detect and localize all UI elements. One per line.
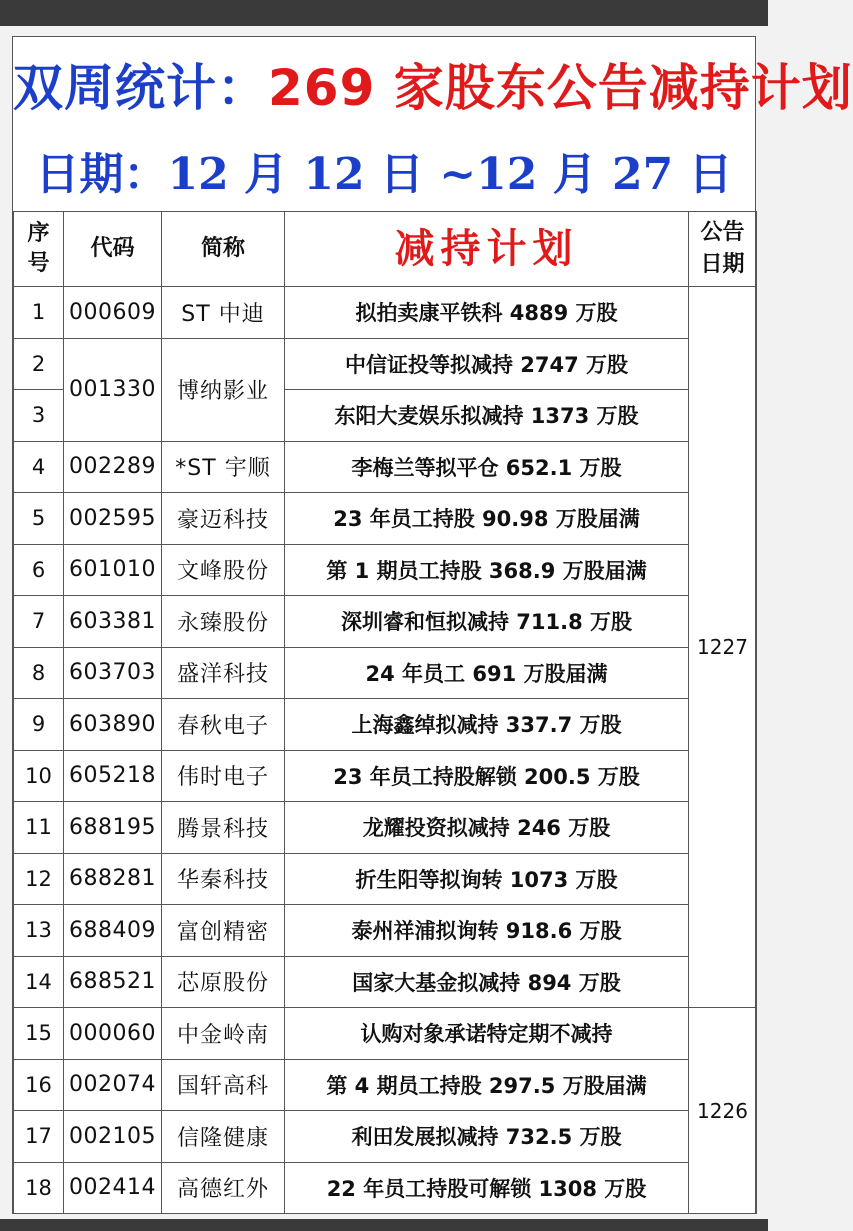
row-plan: 第 1 期员工持股 368.9 万股届满 bbox=[285, 544, 689, 596]
announce-date-1227: 1227 bbox=[689, 287, 757, 1008]
row-plan: 22 年员工持股可解锁 1308 万股 bbox=[285, 1162, 689, 1214]
row-code: 603890 bbox=[64, 699, 162, 751]
row-plan: 东阳大麦娱乐拟减持 1373 万股 bbox=[285, 390, 689, 442]
reduction-plan-table bbox=[13, 211, 757, 1214]
announcement-sheet bbox=[12, 36, 853, 1214]
row-plan: 国家大基金拟减持 894 万股 bbox=[285, 956, 689, 1008]
table-row bbox=[14, 750, 757, 802]
row-name: 永臻股份 bbox=[162, 596, 285, 648]
row-seq: 16 bbox=[14, 1059, 64, 1111]
row-code: 002289 bbox=[64, 441, 162, 493]
row-plan: 认购对象承诺特定期不减持 bbox=[285, 1008, 689, 1060]
row-seq: 3 bbox=[14, 390, 64, 442]
row-code: 688409 bbox=[64, 905, 162, 957]
row-plan: 利田发展拟减持 732.5 万股 bbox=[285, 1111, 689, 1163]
row-seq: 7 bbox=[14, 596, 64, 648]
row-name: ST 中迪 bbox=[162, 287, 285, 339]
table-row bbox=[14, 647, 757, 699]
row-name: 高德红外 bbox=[162, 1162, 285, 1214]
row-code: 601010 bbox=[64, 544, 162, 596]
table-row bbox=[14, 699, 757, 751]
row-seq: 18 bbox=[14, 1162, 64, 1214]
header-plan: 减持计划 bbox=[285, 212, 689, 287]
row-code: 000060 bbox=[64, 1008, 162, 1060]
row-plan: 泰州祥浦拟询转 918.6 万股 bbox=[285, 905, 689, 957]
row-plan: 深圳睿和恒拟减持 711.8 万股 bbox=[285, 596, 689, 648]
row-name: 芯原股份 bbox=[162, 956, 285, 1008]
row-seq: 5 bbox=[14, 493, 64, 545]
table-row bbox=[14, 338, 757, 390]
bottom-bar bbox=[0, 1219, 768, 1231]
row-code: 688281 bbox=[64, 853, 162, 905]
table-row bbox=[14, 802, 757, 854]
row-name: 豪迈科技 bbox=[162, 493, 285, 545]
table-row bbox=[14, 1162, 757, 1214]
row-name: 春秋电子 bbox=[162, 699, 285, 751]
row-seq: 2 bbox=[14, 338, 64, 390]
title-prefix: 双周统计： bbox=[13, 59, 268, 117]
row-code: 002105 bbox=[64, 1111, 162, 1163]
row-seq: 13 bbox=[14, 905, 64, 957]
date-range: 日期：12 月 12 日 ~12 月 27 日 bbox=[35, 149, 733, 200]
row-seq: 11 bbox=[14, 802, 64, 854]
row-name: 伟时电子 bbox=[162, 750, 285, 802]
row-code: 002414 bbox=[64, 1162, 162, 1214]
row-name: 中金岭南 bbox=[162, 1008, 285, 1060]
header-date: 公告日期 bbox=[689, 212, 757, 287]
row-plan: 23 年员工持股解锁 200.5 万股 bbox=[285, 750, 689, 802]
table-row bbox=[14, 905, 757, 957]
header-seq: 序号 bbox=[14, 212, 64, 287]
table-row bbox=[14, 1059, 757, 1111]
table-row bbox=[14, 287, 757, 339]
row-plan: 龙耀投资拟减持 246 万股 bbox=[285, 802, 689, 854]
table-row bbox=[14, 1008, 757, 1060]
row-name: *ST 宇顺 bbox=[162, 441, 285, 493]
row-plan: 拟拍卖康平铁科 4889 万股 bbox=[285, 287, 689, 339]
row-code: 603703 bbox=[64, 647, 162, 699]
row-name: 盛洋科技 bbox=[162, 647, 285, 699]
table-header-row bbox=[14, 212, 757, 287]
table-row bbox=[14, 1111, 757, 1163]
row-seq: 14 bbox=[14, 956, 64, 1008]
row-name: 信隆健康 bbox=[162, 1111, 285, 1163]
table-row bbox=[14, 956, 757, 1008]
row-name: 国轩高科 bbox=[162, 1059, 285, 1111]
row-code: 603381 bbox=[64, 596, 162, 648]
row-seq: 4 bbox=[14, 441, 64, 493]
table-row bbox=[14, 493, 757, 545]
row-seq: 12 bbox=[14, 853, 64, 905]
row-name: 华秦科技 bbox=[162, 853, 285, 905]
row-plan: 上海鑫绰拟减持 337.7 万股 bbox=[285, 699, 689, 751]
row-plan: 折生阳等拟询转 1073 万股 bbox=[285, 853, 689, 905]
row-name: 文峰股份 bbox=[162, 544, 285, 596]
row-plan: 第 4 期员工持股 297.5 万股届满 bbox=[285, 1059, 689, 1111]
main-title bbox=[13, 43, 853, 133]
row-seq: 8 bbox=[14, 647, 64, 699]
announce-date-1226: 1226 bbox=[689, 1008, 757, 1214]
row-plan: 23 年员工持股 90.98 万股届满 bbox=[285, 493, 689, 545]
row-name: 博纳影业 bbox=[162, 338, 285, 441]
row-seq: 17 bbox=[14, 1111, 64, 1163]
table-row bbox=[14, 853, 757, 905]
row-seq: 9 bbox=[14, 699, 64, 751]
row-plan: 24 年员工 691 万股届满 bbox=[285, 647, 689, 699]
row-plan: 李梅兰等拟平仓 652.1 万股 bbox=[285, 441, 689, 493]
row-name: 富创精密 bbox=[162, 905, 285, 957]
table-row bbox=[14, 544, 757, 596]
row-code: 605218 bbox=[64, 750, 162, 802]
header-name: 简称 bbox=[162, 212, 285, 287]
row-plan: 中信证投等拟减持 2747 万股 bbox=[285, 338, 689, 390]
row-code: 002595 bbox=[64, 493, 162, 545]
title-highlight: 269 家股东公告减持计划 bbox=[268, 59, 853, 117]
table-row bbox=[14, 596, 757, 648]
table-row bbox=[14, 441, 757, 493]
top-bar bbox=[0, 0, 768, 26]
row-seq: 10 bbox=[14, 750, 64, 802]
row-code: 001330 bbox=[64, 338, 162, 441]
row-name: 腾景科技 bbox=[162, 802, 285, 854]
row-code: 688195 bbox=[64, 802, 162, 854]
row-seq: 6 bbox=[14, 544, 64, 596]
row-code: 002074 bbox=[64, 1059, 162, 1111]
row-code: 688521 bbox=[64, 956, 162, 1008]
row-seq: 1 bbox=[14, 287, 64, 339]
row-code: 000609 bbox=[64, 287, 162, 339]
row-seq: 15 bbox=[14, 1008, 64, 1060]
header-code: 代码 bbox=[64, 212, 162, 287]
